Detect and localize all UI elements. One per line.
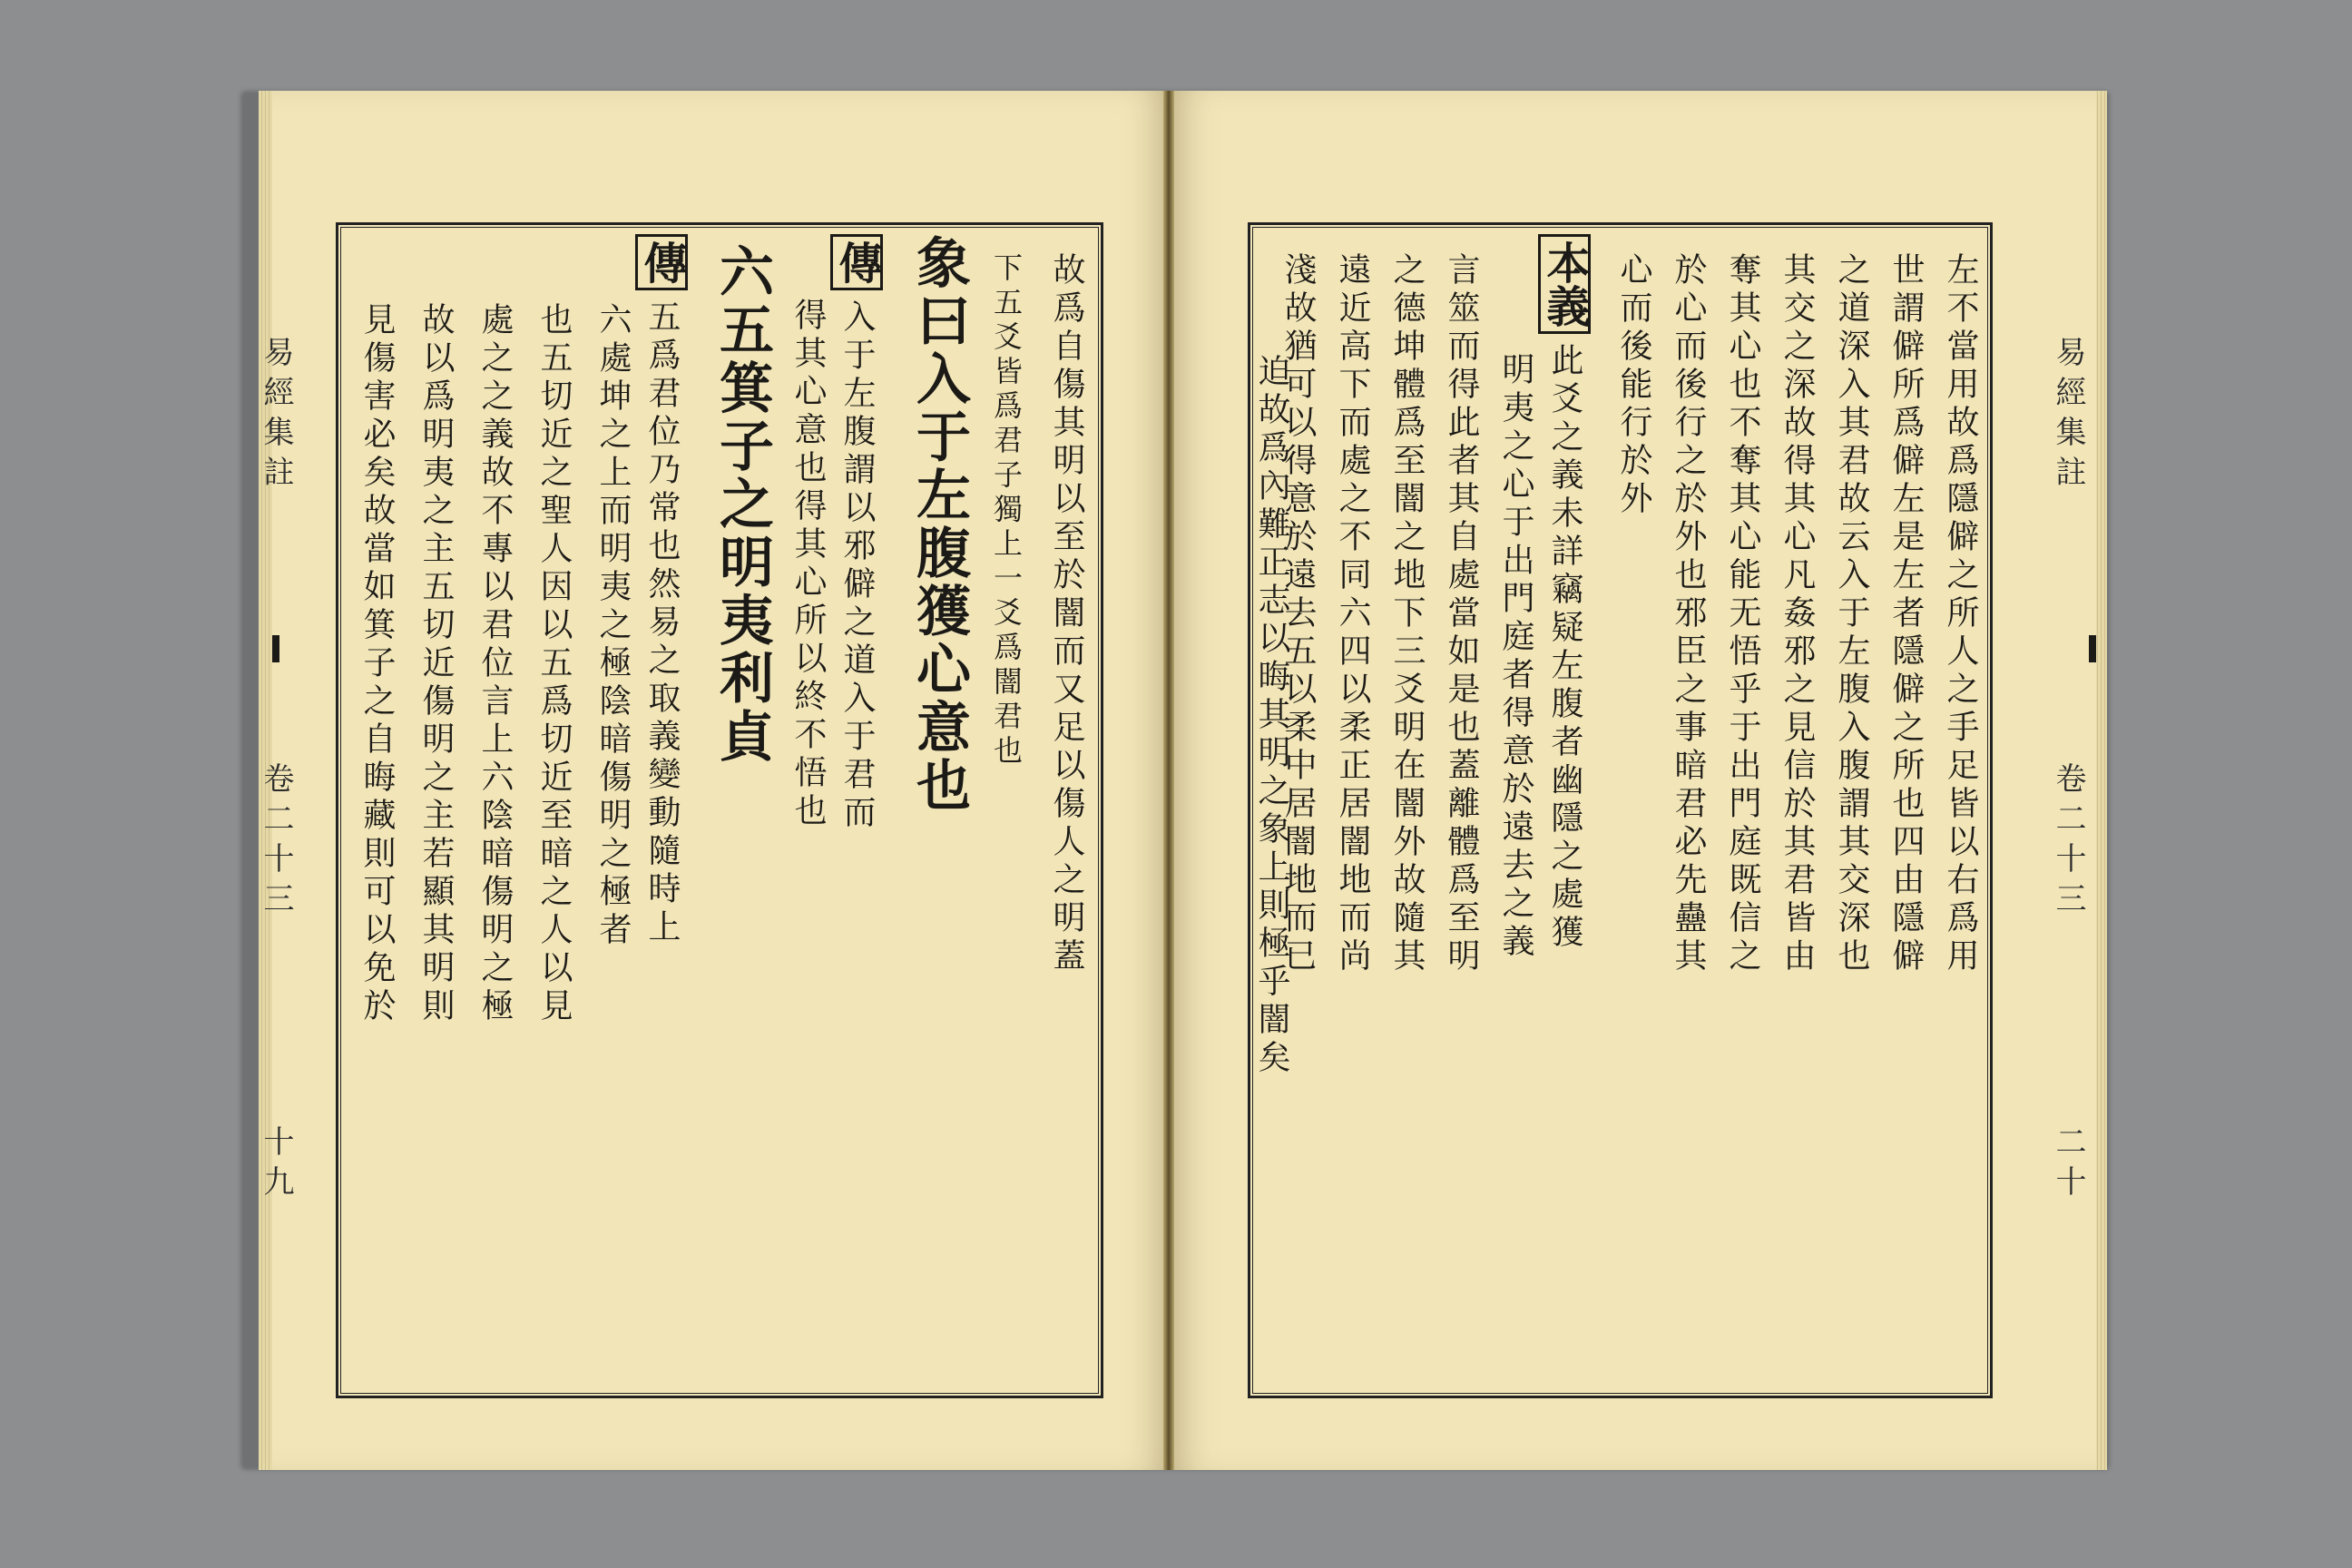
left-margin-title: 易經集註: [258, 336, 294, 495]
left-margin-juan: 卷二十三: [258, 762, 294, 922]
right-col-8-text: 此爻之義未詳竊疑左腹者幽隱之處獲: [1546, 343, 1583, 953]
left-col-4-text: 入于左腹謂以邪僻之道入于君而: [838, 299, 876, 833]
right-text-frame: [1248, 222, 1993, 1398]
right-margin-folio: 二十: [2050, 1125, 2086, 1205]
left-margin-folio: 十九: [258, 1125, 294, 1205]
left-col-1: 故爲自傷其明以至於闇而又足以傷人之明蓋: [1048, 252, 1085, 976]
book-gutter: [1163, 91, 1174, 1470]
right-col-1: 左不當用故爲隱僻之所人之手足皆以右爲用: [1942, 252, 1979, 976]
right-margin-title: 易經集註: [2050, 336, 2086, 495]
left-col-12: 見傷害必矣故當如箕子之自晦藏則可以免於: [358, 302, 396, 1026]
left-text-frame: [336, 222, 1103, 1398]
left-col-7: [635, 234, 688, 947]
right-benyi-tag: 本義: [1538, 234, 1591, 334]
left-col-5: 得其心意也得其心所以終不悟也: [789, 298, 827, 831]
left-col-7-text: 五爲君位乃常也然易之取義變動隨時上: [643, 299, 681, 947]
right-col-6: 於心而後行之於外也邪臣之事暗君必先蠱其: [1670, 252, 1707, 976]
right-col-8: [1538, 234, 1591, 953]
right-col-4: 其交之深故得其心凡姦邪之見信於其君皆由: [1779, 252, 1816, 976]
right-col-11: 之德坤體爲至闇之地下三爻明在闇外故隨其: [1388, 252, 1426, 976]
left-col-6: 六五箕子之明夷利貞: [710, 243, 774, 766]
right-margin-juan: 卷二十三: [2050, 762, 2086, 922]
left-col-11: 故以爲明夷之主五切近傷明之主若顯其明則: [417, 302, 455, 1026]
right-col-7: 心而後能行於外: [1615, 252, 1652, 519]
right-col-3: 之道深入其君故云入于左腹入腹謂其交深也: [1833, 252, 1870, 976]
left-zhuan-tag-1: 傳: [830, 234, 883, 290]
right-col-5: 奪其心也不奪其心能无悟乎于出門庭既信之: [1724, 252, 1761, 976]
right-fish-tail-mark: [2089, 635, 2096, 662]
right-col-9: 明夷之心于出門庭者得意於遠去之義: [1497, 352, 1534, 962]
left-col-8: 六處坤之上而明夷之極陰暗傷明之極者: [594, 302, 632, 950]
left-col-10: 處之之義故不專以君位言上六陰暗傷明之極: [476, 302, 514, 1026]
right-col-13: 淺故猶可以得意於遠去五以柔中居闇地而已: [1279, 252, 1317, 976]
left-col-3: 象曰入于左腹獲心意也: [907, 234, 971, 815]
left-col-2: 下五爻皆爲君子獨上一爻爲闇君也: [989, 252, 1024, 769]
right-col-12: 遠近高下而處之不同六四以柔正居闇地而尚: [1334, 252, 1371, 976]
right-col-14: 迫故爲內難正志以晦其明之象上則極乎闇矣: [1253, 354, 1290, 1078]
right-col-10: 言筮而得此者其自處當如是也蓋離體爲至明: [1443, 252, 1480, 976]
left-zhuan-tag-2: 傳: [635, 234, 688, 290]
right-col-2: 世謂僻所爲僻左是左者隱僻之所也四由隱僻: [1887, 252, 1925, 976]
left-col-9: 也五切近之聖人因以五爲切近至暗之人以見: [535, 302, 573, 1026]
left-fish-tail-mark: [272, 635, 279, 662]
left-col-4: [830, 234, 883, 833]
